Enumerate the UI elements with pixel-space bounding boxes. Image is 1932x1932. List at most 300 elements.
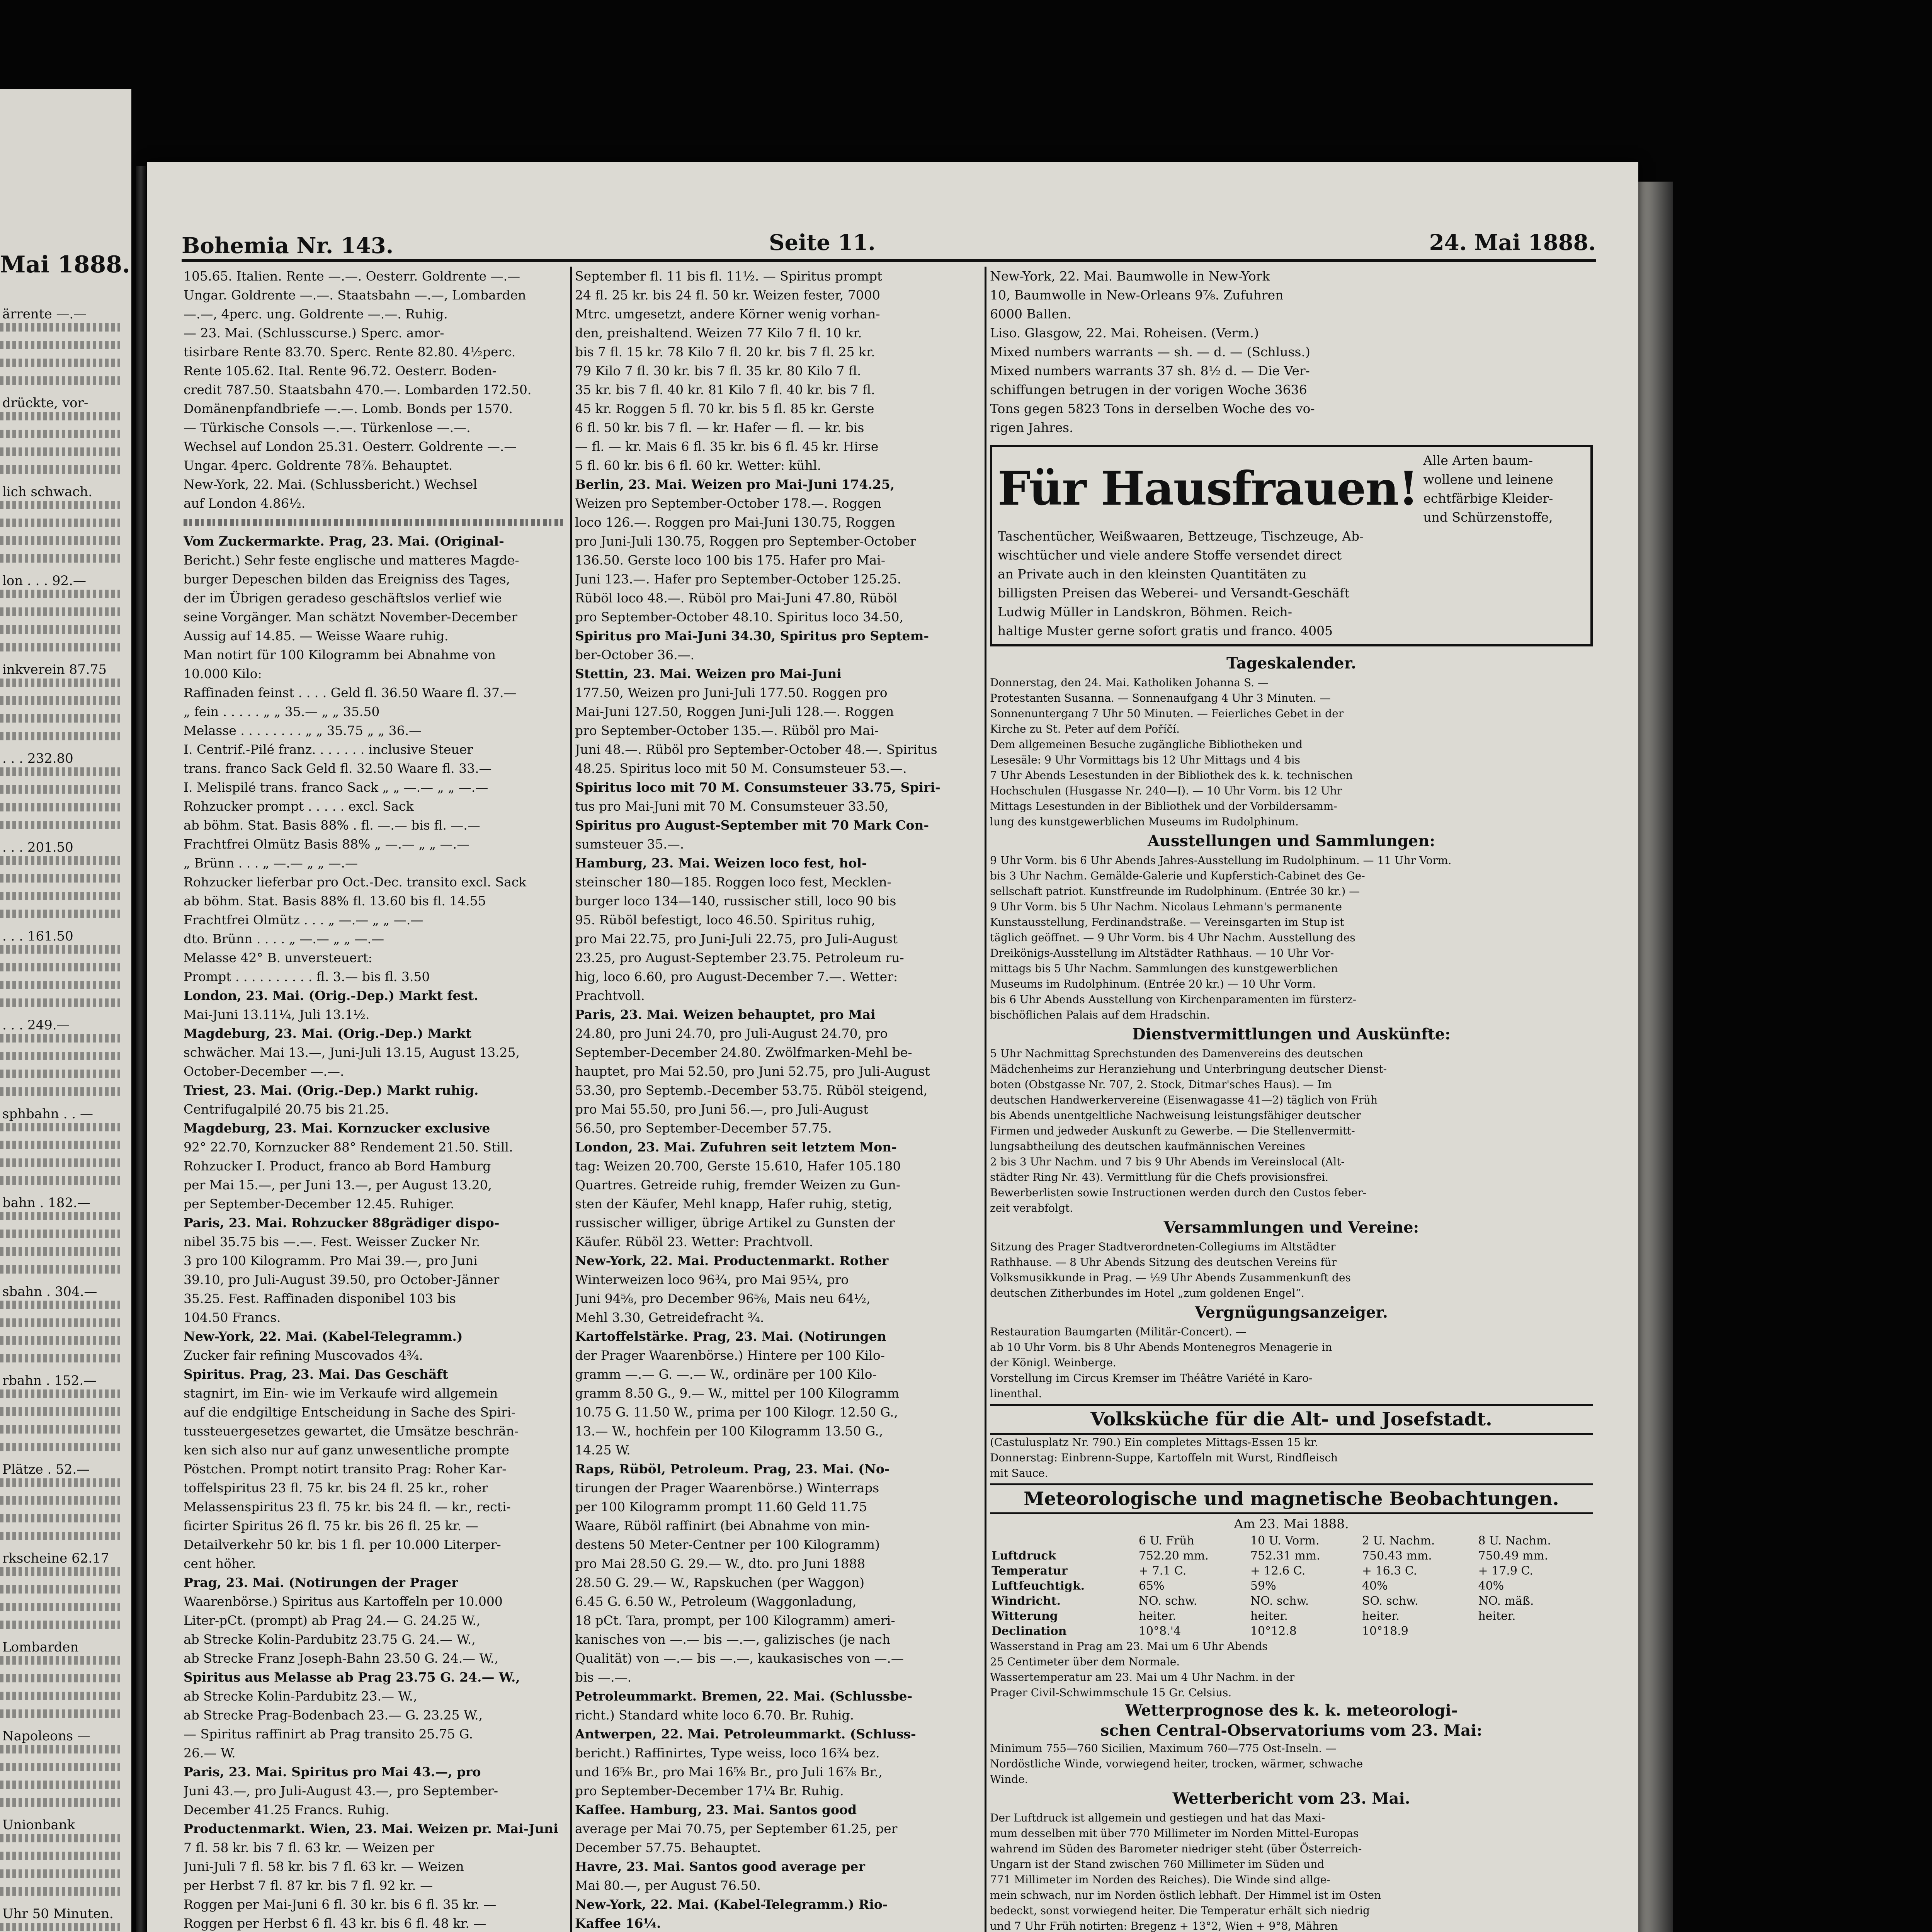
weather-row bbox=[990, 1548, 1593, 1563]
left-page-fragment-line: . . . 232.80 bbox=[2, 751, 73, 766]
text-line: destens 50 Meter-Centner per 100 Kilogramm) bbox=[575, 1537, 880, 1552]
text-line: ab 10 Uhr Vorm. bis 8 Uhr Abends Montenegros Menagerie in bbox=[990, 1341, 1332, 1354]
text-line: sumsteuer 35.—. bbox=[575, 837, 684, 852]
text-line: tag: Weizen 20.700, Gerste 15.610, Hafer 105.180 bbox=[575, 1158, 901, 1173]
text-line: 48.25. Spiritus loco mit 50 M. Consumsteuer 53.—. bbox=[575, 761, 907, 776]
text-line: schiffungen betrugen in der vorigen Woche 3636 bbox=[990, 382, 1307, 397]
weather-cell: heiter. bbox=[1250, 1609, 1288, 1623]
vergnuegungen-text bbox=[990, 1324, 1593, 1401]
text-line: Pöstchen. Prompt notirt transito Prag: Roher Kar- bbox=[184, 1461, 507, 1476]
text-line: Detailverkehr 50 kr. bis 1 fl. per 10.000 Literper- bbox=[184, 1537, 501, 1552]
weather-cell: 10°12.8 bbox=[1250, 1624, 1297, 1638]
text-line: Frachtfrei Olmütz . . . „ —.— „ „ —.— bbox=[184, 912, 423, 927]
text-line: burger Depeschen bilden das Ereigniss des Tages, bbox=[184, 571, 510, 587]
left-page-fragment-line: lich schwach. bbox=[2, 484, 93, 500]
text-line: tirungen der Prager Waarenbörse.) Winterraps bbox=[575, 1480, 879, 1495]
text-line: Der Luftdruck ist allgemein und gestiegen und hat das Maxi- bbox=[990, 1811, 1325, 1824]
text-line: bis Abends unentgeltliche Nachweisung leistungsfähiger deutscher bbox=[990, 1109, 1361, 1122]
text-line: russischer williger, übrige Artikel zu Gunsten der bbox=[575, 1215, 895, 1230]
text-line: ab Strecke Prag-Bodenbach 23.— G. 23.25 W., bbox=[184, 1708, 483, 1723]
weather-cell: Temperatur bbox=[992, 1564, 1068, 1578]
text-line: Productenmarkt. Wien, 23. Mai. Weizen pr. Mai-Juni bbox=[184, 1821, 558, 1836]
text-line: Hochschulen (Husgasse Nr. 240—I). — 10 Uhr Vorm. bis 12 Uhr bbox=[990, 784, 1342, 797]
weather-cell: NO. schw. bbox=[1250, 1594, 1309, 1608]
text-line: 9 Uhr Vorm. bis 6 Uhr Abends Jahres-Ausstellung im Rudolphinum. — 11 Uhr Vorm. bbox=[990, 854, 1452, 867]
text-line: Juni-Juli 7 fl. 58 kr. bis 7 fl. 63 kr. — Weizen bbox=[184, 1859, 464, 1874]
text-line: Alle Arten baum- bbox=[1423, 453, 1533, 468]
weather-row bbox=[990, 1578, 1593, 1594]
forecast-heading: Wetterprognose des k. k. meteorologi- schen Central-Observatoriums vom 23. Mai: bbox=[1100, 1701, 1483, 1740]
text-line: Melasse . . . . . . . . „ „ 35.75 „ „ 36.— bbox=[184, 723, 422, 738]
text-line: Centrifugalpilé 20.75 bis 21.25. bbox=[184, 1102, 389, 1117]
weather-cell: NO. mäß. bbox=[1478, 1594, 1534, 1608]
text-line: steinscher 180—185. Roggen loco fest, Mecklen- bbox=[575, 874, 891, 889]
zucker-spiritus-reports bbox=[184, 551, 566, 1932]
text-line: Paris, 23. Mai. Weizen behauptet, pro Mai bbox=[575, 1007, 876, 1022]
left-page-fragment-line: Uhr 50 Minuten. bbox=[2, 1906, 114, 1922]
text-line: Restauration Baumgarten (Militär-Concert). — bbox=[990, 1325, 1247, 1338]
text-line: 136.50. Gerste loco 100 bis 175. Hafer pro Mai- bbox=[575, 553, 886, 568]
text-line: hauptet, pro Mai 52.50, pro Juni 52.75, pro Juli-August bbox=[575, 1064, 930, 1079]
text-line: 24 fl. 25 kr. bis 24 fl. 50 kr. Weizen fester, 7000 bbox=[575, 287, 880, 303]
text-line: stagnirt, im Ein- wie im Verkaufe wird allgemein bbox=[184, 1386, 498, 1401]
text-line: Mtrc. umgesetzt, andere Körner wenig vorhan- bbox=[575, 306, 880, 321]
commodity-reports bbox=[575, 267, 981, 1932]
text-line: tisirbare Rente 83.70. Sperc. Rente 82.80. 4½perc. bbox=[184, 344, 516, 359]
weather-cell: + 7.1 C. bbox=[1138, 1564, 1187, 1578]
ausstellungen-text bbox=[990, 853, 1593, 1023]
text-line: credit 787.50. Staatsbahn 470.—. Lombarden 172.50. bbox=[184, 382, 532, 397]
weather-cell: Witterung bbox=[992, 1609, 1058, 1623]
text-line: Kartoffelstärke. Prag, 23. Mai. (Notirungen bbox=[575, 1329, 886, 1344]
text-line: Hamburg, 23. Mai. Weizen loco fest, hol- bbox=[575, 855, 867, 871]
text-line: deutschen Zitherbundes im Hotel „zum goldenen Engel“. bbox=[990, 1287, 1304, 1299]
weather-cell bbox=[1476, 1624, 1593, 1639]
text-line: Kunstausstellung, Ferdinandstraße. — Vereinsgarten im Stup ist bbox=[990, 916, 1344, 929]
text-line: Donnerstag: Einbrenn-Suppe, Kartoffeln mit Wurst, Rindfleisch bbox=[990, 1451, 1338, 1464]
text-line: 18 pCt. Tara, prompt, per 100 Kilogramm) ameri- bbox=[575, 1613, 895, 1628]
text-line: Lesesäle: 9 Uhr Vormittags bis 12 Uhr Mittags und 4 bis bbox=[990, 753, 1300, 766]
text-line: Juni 43.—, pro Juli-August 43.—, pro September- bbox=[184, 1783, 498, 1798]
text-line: „ Brünn . . . „ —.— „ „ —.— bbox=[184, 855, 358, 871]
text-line: Weizen pro September-October 178.—. Roggen bbox=[575, 496, 881, 511]
text-line: bis 6 Uhr Abends Ausstellung von Kirchenparamenten im fürsterz- bbox=[990, 993, 1357, 1006]
weather-cell: Windricht. bbox=[992, 1594, 1061, 1608]
advertisement-hausfrauen bbox=[990, 445, 1593, 646]
text-line: Paris, 23. Mai. Spiritus pro Mai 43.—, pro bbox=[184, 1764, 481, 1779]
text-line: 45 kr. Roggen 5 fl. 70 kr. bis 5 fl. 85 kr. Gerste bbox=[575, 401, 874, 416]
meteorology-heading: Meteorologische und magnetische Beobachtungen. bbox=[990, 1483, 1593, 1514]
text-line: ab böhm. Stat. Basis 88% . fl. —.— bis fl. —.— bbox=[184, 818, 480, 833]
weather-cell: 40% bbox=[1478, 1579, 1504, 1593]
text-line: Protestanten Susanna. — Sonnenaufgang 4 Uhr 3 Minuten. — bbox=[990, 692, 1331, 704]
text-line: 9 Uhr Vorm. bis 5 Uhr Nachm. Nicolaus Lehmann's permanente bbox=[990, 900, 1342, 913]
text-line: Ungar. 4perc. Goldrente 78⅞. Behauptet. bbox=[184, 458, 453, 473]
text-line: Rohzucker I. Product, franco ab Bord Hamburg bbox=[184, 1158, 491, 1173]
text-line: und 7 Uhr Früh notirten: Bregenz + 13°2, Wien + 9°8, Mähren bbox=[990, 1920, 1338, 1932]
text-line: bis 3 Uhr Nachm. Gemälde-Galerie und Kupferstich-Cabinet des Ge- bbox=[990, 869, 1365, 882]
text-line: billigsten Preisen das Weberei- und Versandt-Geschäft bbox=[998, 585, 1350, 600]
text-line: Magdeburg, 23. Mai. Kornzucker exclusive bbox=[184, 1121, 490, 1136]
text-line: Firmen und jedweder Auskunft zu Gewerbe. — Die Stellenvermitt- bbox=[990, 1124, 1355, 1137]
left-page-fragment-line: rkscheine 62.17 bbox=[2, 1551, 109, 1566]
market-reports-top bbox=[184, 267, 566, 513]
text-line: pro Mai 55.50, pro Juni 56.—, pro Juli-August bbox=[575, 1102, 869, 1117]
text-line: Spiritus loco mit 70 M. Consumsteuer 33.75, Spiri- bbox=[575, 780, 940, 795]
book-gutter bbox=[136, 166, 146, 1932]
text-line: Mai-Juni 127.50, Roggen Juni-Juli 128.—. Roggen bbox=[575, 704, 894, 719]
dienst-text bbox=[990, 1046, 1593, 1216]
text-line: Winde. bbox=[990, 1773, 1028, 1786]
text-line: Triest, 23. Mai. (Orig.-Dep.) Markt ruhig. bbox=[184, 1083, 479, 1098]
text-line: Bewerberlisten sowie Instructionen werden durch den Custos feber- bbox=[990, 1186, 1367, 1199]
header-rule bbox=[182, 259, 1596, 262]
text-line: burger loco 134—140, russischer still, loco 90 bis bbox=[575, 893, 896, 908]
weather-table bbox=[990, 1533, 1593, 1639]
text-line: wollene und leinene bbox=[1423, 472, 1553, 487]
left-page-fragment-line: ärrente —.— bbox=[2, 306, 87, 322]
text-line: September fl. 11 bis fl. 11½. — Spiritus prompt bbox=[575, 269, 883, 284]
left-page-fragment-line: Plätze . 52.— bbox=[2, 1462, 90, 1477]
left-page-fragment-line: Napoleons — bbox=[2, 1728, 90, 1744]
weather-cell: 10°18.9 bbox=[1362, 1624, 1408, 1638]
text-line: 6.45 G. 6.50 W., Petroleum (Waggonladung, bbox=[575, 1594, 857, 1609]
text-line: 104.50 Francs. bbox=[184, 1310, 281, 1325]
text-line: pro September-October 48.10. Spiritus loco 34.50, bbox=[575, 609, 903, 624]
text-line: pro Mai 22.75, pro Juni-Juli 22.75, pro Juli-August bbox=[575, 931, 898, 946]
weather-cell: heiter. bbox=[1478, 1609, 1516, 1623]
text-line: Rente 105.62. Ital. Rente 96.72. Oesterr. Boden- bbox=[184, 363, 497, 378]
weather-row bbox=[990, 1624, 1593, 1639]
text-line: ab Strecke Kolin-Pardubitz 23.75 G. 24.— W., bbox=[184, 1632, 476, 1647]
text-line: Roggen per Mai-Juni 6 fl. 30 kr. bis 6 fl. 35 kr. — bbox=[184, 1897, 497, 1912]
text-line: 105.65. Italien. Rente —.—. Oesterr. Goldrente —.— bbox=[184, 269, 520, 284]
forecast-text bbox=[990, 1741, 1593, 1787]
text-line: Melasse 42° B. unversteuert: bbox=[184, 950, 372, 965]
left-page-date: Mai 1888. bbox=[0, 251, 130, 278]
weather-col-header: 6 U. Früh bbox=[1138, 1534, 1194, 1548]
text-line: I. Melispilé trans. franco Sack „ „ —.— „ „ —.— bbox=[184, 780, 488, 795]
text-line: bis —.—. bbox=[575, 1670, 632, 1685]
text-line: 771 Millimeter im Norden des Reiches). Die Winde sind allge- bbox=[990, 1873, 1330, 1886]
weather-cell: + 17.9 C. bbox=[1478, 1564, 1533, 1578]
text-line: bis 7 fl. 15 kr. 78 Kilo 7 fl. 20 kr. bis 7 fl. 25 kr. bbox=[575, 344, 875, 359]
text-line: Dem allgemeinen Besuche zugängliche Bibliotheken und bbox=[990, 738, 1303, 751]
text-line: Rohzucker prompt . . . . . excl. Sack bbox=[184, 799, 414, 814]
text-line: mum desselben mit über 770 Millimeter im Norden Mittel-Europas bbox=[990, 1827, 1359, 1840]
text-line: —.—, 4perc. ung. Goldrente —.—. Ruhig. bbox=[184, 306, 448, 321]
cotton-iron-reports bbox=[990, 267, 1593, 437]
text-line: Aussig auf 14.85. — Weisse Waare ruhig. bbox=[184, 628, 449, 643]
text-line: Prag, 23. Mai. (Notirungen der Prager bbox=[184, 1575, 458, 1590]
left-page-fragment-line: sphbahn . . — bbox=[2, 1106, 93, 1122]
ausstellungen-heading: Ausstellungen und Sammlungen: bbox=[1147, 832, 1435, 850]
text-line: Liter-pCt. (prompt) ab Prag 24.— G. 24.25 W., bbox=[184, 1613, 481, 1628]
text-line: pro September-October 135.—. Rüböl pro Mai- bbox=[575, 723, 879, 738]
text-line: lung des kunstgewerblichen Museums im Rudolphinum. bbox=[990, 815, 1299, 828]
text-line: 35.25. Fest. Raffinaden disponibel 103 bis bbox=[184, 1291, 456, 1306]
text-line: 26.— W. bbox=[184, 1745, 236, 1760]
text-line: ab Strecke Franz Joseph-Bahn 23.50 G. 24.— W., bbox=[184, 1651, 498, 1666]
text-line: 92° 22.70, Kornzucker 88° Rendement 21.50. Still. bbox=[184, 1139, 513, 1155]
text-line: sten der Käufer, Mehl knapp, Hafer ruhig, stetig, bbox=[575, 1196, 893, 1211]
text-line: Kaffee. Hamburg, 23. Mai. Santos good bbox=[575, 1802, 857, 1817]
text-line: Winterweizen loco 96¾, pro Mai 95¼, pro bbox=[575, 1272, 849, 1287]
text-line: October-December —.—. bbox=[184, 1064, 344, 1079]
issue-date: 24. Mai 1888. bbox=[1429, 230, 1596, 255]
text-line: Mixed numbers warrants 37 sh. 8½ d. — Die Ver- bbox=[990, 363, 1310, 378]
text-line: Donnerstag, den 24. Mai. Katholiken Johanna S. — bbox=[990, 676, 1269, 689]
text-line: Mixed numbers warrants — sh. — d. — (Schluss.) bbox=[990, 344, 1310, 359]
text-line: Rüböl loco 48.—. Rüböl pro Mai-Juni 47.80, Rüböl bbox=[575, 590, 898, 605]
weather-cell: + 16.3 C. bbox=[1362, 1564, 1417, 1578]
text-line: lungsabtheilung des deutschen kaufmännischen Vereines bbox=[990, 1140, 1305, 1153]
text-line: tus pro Mai-Juni mit 70 M. Consumsteuer 33.50, bbox=[575, 799, 889, 814]
text-line: mit Sauce. bbox=[990, 1467, 1048, 1480]
text-line: mein schwach, nur im Norden östlich lebhaft. Der Himmel ist im Osten bbox=[990, 1889, 1381, 1901]
text-line: dto. Brünn . . . . „ —.— „ „ —.— bbox=[184, 931, 384, 946]
text-line: tussteuergesetzes gewartet, die Umsätze beschrän- bbox=[184, 1423, 519, 1439]
weather-cell: SO. schw. bbox=[1362, 1594, 1418, 1608]
text-line: 28.50 G. 29.— W., Rapskuchen (per Waggon) bbox=[575, 1575, 865, 1590]
text-line: trans. franco Sack Geld fl. 32.50 Waare fl. 33.— bbox=[184, 761, 492, 776]
text-line: Paris, 23. Mai. Rohzucker 88grädiger dispo- bbox=[184, 1215, 500, 1230]
text-line: Käufer. Rüböl 23. Wetter: Prachtvoll. bbox=[575, 1234, 813, 1249]
text-line: Taschentücher, Weißwaaren, Bettzeuge, Tischzeuge, Ab- bbox=[998, 529, 1364, 544]
text-line: und 16⅝ Br., pro Mai 16⅝ Br., pro Juli 16⅞ Br., bbox=[575, 1764, 883, 1779]
weather-row bbox=[990, 1563, 1593, 1578]
text-line: 13.— W., hochfein per 100 Kilogramm 13.50 G., bbox=[575, 1423, 883, 1439]
left-page-fragment-line: . . . 249.— bbox=[2, 1017, 70, 1033]
text-line: ber-October 36.—. bbox=[575, 647, 695, 662]
text-line: Spiritus aus Melasse ab Prag 23.75 G. 24.— W., bbox=[184, 1670, 520, 1685]
text-line: toffelspiritus 23 fl. 75 kr. bis 24 fl. 25 kr., roher bbox=[184, 1480, 488, 1495]
tageskalender-heading: Tageskalender. bbox=[1226, 654, 1356, 672]
text-line: schwächer. Mai 13.—, Juni-Juli 13.15, August 13.25, bbox=[184, 1045, 520, 1060]
text-line: Melassenspiritus 23 fl. 75 kr. bis 24 fl. — kr., recti- bbox=[184, 1499, 511, 1514]
text-line: 10, Baumwolle in New-Orleans 9⅞. Zufuhren bbox=[990, 287, 1284, 303]
meteorology-date: Am 23. Mai 1888. bbox=[1234, 1516, 1349, 1531]
text-line: Domänenpfandbriefe —.—. Lomb. Bonds per 1570. bbox=[184, 401, 513, 416]
text-line: nibel 35.75 bis —.—. Fest. Weisser Zucker Nr. bbox=[184, 1234, 480, 1249]
text-line: 177.50, Weizen pro Juni-Juli 177.50. Roggen pro bbox=[575, 685, 888, 700]
left-page-fragment-line: lon . . . 92.— bbox=[2, 573, 86, 588]
text-line: pro Juni-Juli 130.75, Roggen pro September-October bbox=[575, 534, 916, 549]
weather-col-header bbox=[990, 1533, 1137, 1548]
text-line: Bericht.) Sehr feste englische und matteres Magde- bbox=[184, 553, 519, 568]
text-line: December 57.75. Behauptet. bbox=[575, 1840, 761, 1855]
text-line: Spiritus pro Mai-Juni 34.30, Spiritus pro Septem- bbox=[575, 628, 929, 643]
text-line: Volksmusikkunde in Prag. — ½9 Uhr Abends Zusammenkunft des bbox=[990, 1271, 1351, 1284]
text-line: 95. Rüböl befestigt, loco 46.50. Spiritus ruhig, bbox=[575, 912, 876, 927]
text-line: Man notirt für 100 Kilogramm bei Abnahme von bbox=[184, 647, 496, 662]
text-line: London, 23. Mai. Zufuhren seit letztem Mon- bbox=[575, 1139, 897, 1155]
left-page-fragment-line: sbahn . 304.— bbox=[2, 1284, 97, 1299]
text-line: 10.000 Kilo: bbox=[184, 666, 262, 681]
text-line: ab Strecke Kolin-Pardubitz 23.— W., bbox=[184, 1689, 417, 1704]
text-line: und Schürzenstoffe, bbox=[1423, 510, 1553, 525]
text-line: Dreikönigs-Ausstellung im Altstädter Rathhaus. — 10 Uhr Vor- bbox=[990, 947, 1334, 959]
text-line: 14.25 W. bbox=[575, 1442, 631, 1458]
text-line: wahrend im Süden des Barometer niedriger steht (über Österreich- bbox=[990, 1842, 1362, 1855]
weather-cell: heiter. bbox=[1138, 1609, 1176, 1623]
text-line: loco 126.—. Roggen pro Mai-Juni 130.75, Roggen bbox=[575, 515, 895, 530]
versammlungen-text bbox=[990, 1239, 1593, 1301]
text-line: Minimum 755—760 Sicilien, Maximum 760—775 Ost-Inseln. — bbox=[990, 1742, 1337, 1755]
text-line: Wasserstand in Prag am 23. Mai um 6 Uhr Abends bbox=[990, 1640, 1268, 1653]
newspaper-page bbox=[147, 162, 1638, 1932]
text-line: Mai-Juni 13.11¼, Juli 13.1½. bbox=[184, 1007, 370, 1022]
text-line: Havre, 23. Mai. Santos good average per bbox=[575, 1859, 865, 1874]
text-line: Quartres. Getreide ruhig, fremder Weizen zu Gun- bbox=[575, 1177, 901, 1192]
text-line: 56.50, pro September-December 57.75. bbox=[575, 1121, 832, 1136]
text-line: Raps, Rüböl, Petroleum. Prag, 23. Mai. (No- bbox=[575, 1461, 890, 1476]
text-line: September-December 24.80. Zwölfmarken-Mehl be- bbox=[575, 1045, 912, 1060]
weather-cell: 750.49 mm. bbox=[1478, 1549, 1548, 1563]
text-line: Rathhause. — 8 Uhr Abends Sitzung des deutschen Vereins für bbox=[990, 1256, 1337, 1269]
text-line: Nordöstliche Winde, vorwiegend heiter, trocken, wärmer, schwache bbox=[990, 1757, 1363, 1770]
left-page-fragment bbox=[0, 89, 131, 1932]
text-line: 23.25, pro August-September 23.75. Petroleum ru- bbox=[575, 950, 904, 965]
text-line: (Castulusplatz Nr. 790.) Ein completes Mittags-Essen 15 kr. bbox=[990, 1436, 1318, 1449]
weather-cell: 59% bbox=[1250, 1579, 1276, 1593]
text-line: Waarenbörse.) Spiritus aus Kartoffeln per 10.000 bbox=[184, 1594, 503, 1609]
column-rule-2 bbox=[985, 267, 986, 1932]
text-line: der im Übrigen geradeso geschäftslos verlief wie bbox=[184, 590, 502, 605]
weather-cell: 752.20 mm. bbox=[1138, 1549, 1209, 1563]
text-line: Magdeburg, 23. Mai. (Orig.-Dep.) Markt bbox=[184, 1026, 472, 1041]
text-line: 53.30, pro Septemb.-December 53.75. Rüböl steigend, bbox=[575, 1083, 928, 1098]
text-line: der Prager Waarenbörse.) Hintere per 100 Kilo- bbox=[575, 1348, 885, 1363]
text-line: December 41.25 Francs. Ruhig. bbox=[184, 1802, 389, 1817]
text-line: linenthal. bbox=[990, 1387, 1042, 1400]
text-line: Frachtfrei Olmütz Basis 88% „ —.— „ „ —.— bbox=[184, 837, 470, 852]
text-line: 39.10, pro Juli-August 39.50, pro October-Jänner bbox=[184, 1272, 500, 1287]
text-line: Ludwig Müller in Landskron, Böhmen. Reich- bbox=[998, 604, 1292, 619]
text-line: Mädchenheims zur Heranziehung und Unterbringung deutscher Dienst- bbox=[990, 1063, 1387, 1075]
left-page-fragment-line: bahn . 182.— bbox=[2, 1195, 90, 1211]
text-line: Prompt . . . . . . . . . . fl. 3.— bis fl. 3.50 bbox=[184, 969, 430, 984]
text-line: sellschaft patriot. Kunstfreunde im Rudolphinum. (Entrée 30 kr.) — bbox=[990, 885, 1360, 898]
text-line: Roggen per Herbst 6 fl. 43 kr. bis 6 fl. 48 kr. — bbox=[184, 1916, 486, 1931]
text-line: per Mai 15.—, per Juni 13.—, per August 13.20, bbox=[184, 1177, 492, 1192]
text-line: gramm —.— G. —.— W., ordinäre per 100 Kilo- bbox=[575, 1367, 877, 1382]
text-line: Juni 94⅝, pro December 96⅝, Mais neu 64½, bbox=[575, 1291, 871, 1306]
left-page-fragment-line: . . . 161.50 bbox=[2, 929, 73, 944]
text-line: Wechsel auf London 25.31. Oesterr. Goldrente —.— bbox=[184, 439, 517, 454]
weather-table-header bbox=[990, 1533, 1593, 1548]
left-page-fragment-line: Unionbank bbox=[2, 1817, 75, 1833]
ad-body bbox=[998, 527, 1585, 640]
text-line: 5 Uhr Nachmittag Sprechstunden des Damenvereins des deutschen bbox=[990, 1047, 1363, 1060]
text-line: Berlin, 23. Mai. Weizen pro Mai-Juni 174.25, bbox=[575, 477, 895, 492]
text-line: zeit verabfolgt. bbox=[990, 1202, 1073, 1214]
text-line: 10.75 G. 11.50 W., prima per 100 Kilogr. 12.50 G., bbox=[575, 1405, 898, 1420]
text-line: I. Centrif.-Pilé franz. . . . . . . inclusive Steuer bbox=[184, 742, 473, 757]
ad-title: Für Hausfrauen! bbox=[998, 461, 1418, 516]
weather-col-header: 10 U. Vorm. bbox=[1250, 1534, 1320, 1548]
text-line: hig, loco 6.60, pro August-December 7.—. Wetter: bbox=[575, 969, 898, 984]
text-line: cent höher. bbox=[184, 1556, 256, 1571]
weather-cell: NO. schw. bbox=[1138, 1594, 1197, 1608]
text-line: bedeckt, sonst vorwiegend heiter. Die Temperatur erhält sich niedrig bbox=[990, 1904, 1370, 1917]
text-line: ab böhm. Stat. Basis 88% fl. 13.60 bis fl. 14.55 bbox=[184, 893, 486, 908]
text-line: 7 Uhr Abends Lesestunden in der Bibliothek des k. k. technischen bbox=[990, 769, 1353, 782]
text-line: Rohzucker lieferbar pro Oct.-Dec. transito excl. Sack bbox=[184, 874, 527, 889]
zucker-heading: Vom Zuckermarkte. Prag, 23. Mai. (Original- bbox=[184, 534, 504, 549]
text-line: den, preishaltend. Weizen 77 Kilo 7 fl. 10 kr. bbox=[575, 325, 862, 340]
text-line: New-York, 22. Mai. (Kabel-Telegramm.) Rio- bbox=[575, 1897, 888, 1912]
text-line: Stettin, 23. Mai. Weizen pro Mai-Juni bbox=[575, 666, 842, 681]
text-line: Spiritus. Prag, 23. Mai. Das Geschäft bbox=[184, 1367, 448, 1382]
text-line: — fl. — kr. Mais 6 fl. 35 kr. bis 6 fl. 45 kr. Hirse bbox=[575, 439, 879, 454]
text-line: haltige Muster gerne sofort gratis und franco. 4005 bbox=[998, 623, 1333, 638]
text-line: Antwerpen, 22. Mai. Petroleummarkt. (Schluss- bbox=[575, 1726, 916, 1742]
text-line: 5 fl. 60 kr. bis 6 fl. 60 kr. Wetter: kühl. bbox=[575, 458, 821, 473]
left-page-fragment-line: Lombarden bbox=[2, 1639, 79, 1655]
text-line: 6000 Ballen. bbox=[990, 306, 1071, 321]
weather-cell: + 12.6 C. bbox=[1250, 1564, 1306, 1578]
text-line: Prachtvoll. bbox=[575, 988, 645, 1003]
text-line: deutschen Handwerkervereine (Eisenwagasse 41—2) täglich von Früh bbox=[990, 1094, 1378, 1106]
weather-cell: Declination bbox=[992, 1624, 1067, 1638]
text-line: New-York, 22. Mai. Baumwolle in New-York bbox=[990, 269, 1270, 284]
text-line: 25 Centimeter über dem Normale. bbox=[990, 1655, 1180, 1668]
text-line: der Königl. Weinberge. bbox=[990, 1356, 1116, 1369]
text-line: Spiritus pro August-September mit 70 Mark Con- bbox=[575, 818, 929, 833]
text-line: an Private auch in den kleinsten Quantitäten zu bbox=[998, 566, 1307, 582]
text-line: Waare, Rüböl raffinirt (bei Abnahme von min- bbox=[575, 1518, 870, 1533]
text-line: auf London 4.86½. bbox=[184, 496, 306, 511]
text-line: Tons gegen 5823 Tons in derselben Woche des vo- bbox=[990, 401, 1315, 416]
text-line: pro September-December 17¼ Br. Ruhig. bbox=[575, 1783, 844, 1798]
text-line: Liso. Glasgow, 22. Mai. Roheisen. (Verm.) bbox=[990, 325, 1259, 340]
page-header bbox=[182, 230, 1596, 257]
weather-cell: 40% bbox=[1362, 1579, 1388, 1593]
text-line: Mittags Lesestunden in der Bibliothek und der Vorbildersamm- bbox=[990, 800, 1337, 813]
text-line: Juni 48.—. Rüböl pro September-October 48.—. Spiritus bbox=[575, 742, 937, 757]
weather-cell: 752.31 mm. bbox=[1250, 1549, 1320, 1563]
column-1 bbox=[184, 267, 566, 1932]
left-page-fragment-line: rbahn . 152.— bbox=[2, 1373, 97, 1388]
weather-report-text bbox=[990, 1810, 1593, 1932]
weather-cell: 750.43 mm. bbox=[1362, 1549, 1432, 1563]
text-line: Ungarn ist der Stand zwischen 760 Millimeter im Süden und bbox=[990, 1858, 1325, 1871]
text-line: Vorstellung im Circus Kremser im Théâtre Variété in Karo- bbox=[990, 1372, 1313, 1384]
weather-table-body bbox=[990, 1548, 1593, 1639]
page-number: Seite 11. bbox=[769, 230, 876, 255]
weather-col-header: 8 U. Nachm. bbox=[1478, 1534, 1551, 1548]
text-line: average per Mai 70.75, per September 61.25, per bbox=[575, 1821, 898, 1836]
text-line: 24.80, pro Juni 24.70, pro Juli-August 24.70, pro bbox=[575, 1026, 888, 1041]
text-line: per September-December 12.45. Ruhiger. bbox=[184, 1196, 454, 1211]
text-line: 79 Kilo 7 fl. 30 kr. bis 7 fl. 35 kr. 80 Kilo 7 fl. bbox=[575, 363, 861, 378]
versammlungen-heading: Versammlungen und Vereine: bbox=[1163, 1218, 1419, 1236]
weather-cell: Luftfeuchtigk. bbox=[992, 1579, 1085, 1593]
text-line: Wassertemperatur am 23. Mai um 4 Uhr Nachm. in der bbox=[990, 1671, 1295, 1684]
weather-col-header: 2 U. Nachm. bbox=[1362, 1534, 1435, 1548]
text-line: rigen Jahres. bbox=[990, 420, 1073, 435]
text-line: Kirche zu St. Peter auf dem Poříčí. bbox=[990, 723, 1180, 735]
ad-side-text bbox=[1423, 451, 1553, 527]
text-line: wischtücher und viele andere Stoffe versendet direct bbox=[998, 548, 1342, 563]
text-line: Juni 123.—. Hafer pro September-October 125.25. bbox=[575, 571, 901, 587]
left-page-fragment-line: inkverein 87.75 bbox=[2, 662, 107, 677]
weather-report-heading: Wetterbericht vom 23. Mai. bbox=[1172, 1789, 1410, 1808]
text-line: Sitzung des Prager Stadtverordneten-Collegiums im Altstädter bbox=[990, 1240, 1336, 1253]
text-line: Ungar. Goldrente —.—. Staatsbahn —.—, Lombarden bbox=[184, 287, 526, 303]
text-line: bericht.) Raffinirtes, Type weiss, loco 16¾ bez. bbox=[575, 1745, 880, 1760]
